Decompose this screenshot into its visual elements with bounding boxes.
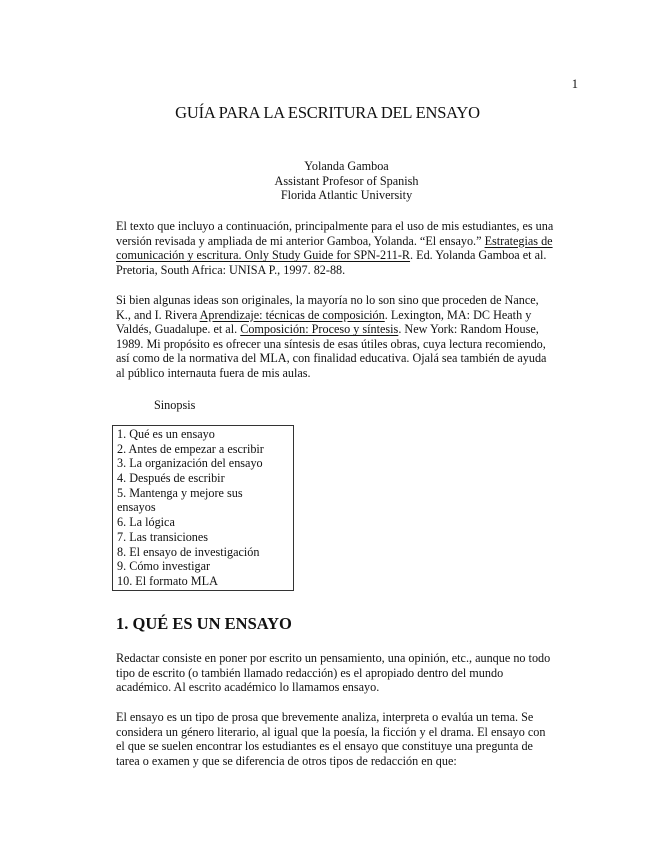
body-line: el que se suelen encontrar los estudiantes es el ensayo que constituye una pregunta de — [116, 739, 533, 754]
author-position: Assistant Profesor of Spanish — [274, 173, 419, 188]
author-name: Yolanda Gamboa — [304, 159, 389, 173]
body-line: considera un género literario, al igual que la poesía, la ficción y el drama. El ensayo con — [116, 724, 546, 739]
body-line: Redactar consiste en poner por escrito un pensamiento, una opinión, etc., aunque no todo — [116, 651, 551, 665]
toc-item: ensayos — [117, 500, 156, 515]
intro-text: . Ed. Yolanda Gamboa et al. — [410, 248, 547, 263]
author-institution: Florida Atlantic University — [280, 188, 413, 203]
sources-text: . New York: Random House, — [398, 322, 539, 337]
toc-item: 8. El ensayo de investigación — [117, 544, 260, 559]
sources-text: así como de la normativa del MLA, con finalidad educativa. Ojalá sea también de ayuda — [116, 351, 547, 366]
section-heading: 1. QUÉ ES UN ENSAYO — [116, 614, 292, 633]
toc-item: 2. Antes de empezar a escribir — [117, 441, 264, 456]
sources-line — [116, 351, 556, 366]
synopsis-label: Sinopsis — [154, 398, 196, 412]
intro-line — [116, 263, 556, 278]
sources-text: al público internauta fuera de mis aulas. — [116, 365, 311, 380]
toc-item: 5. Mantenga y mejore sus — [117, 485, 243, 500]
author-block — [0, 159, 655, 203]
toc-item: 6. La lógica — [117, 515, 175, 530]
source-title-composicion: Composición: Proceso y síntesis — [240, 322, 399, 337]
intro-line — [116, 248, 556, 263]
sources-line — [116, 293, 556, 308]
sources-text: K., and I. Rivera — [116, 307, 200, 322]
document-title: GUÍA PARA LA ESCRITURA DEL ENSAYO — [175, 103, 480, 122]
toc-item: 7. Las transiciones — [117, 529, 209, 544]
sources-line — [116, 322, 556, 337]
page-number: 1 — [571, 77, 578, 91]
body-line: tarea o examen y que se diferencia de otros tipos de redacción en que: — [116, 753, 457, 768]
intro-text: Pretoria, South Africa: UNISA P., 1997. 82-88. — [116, 262, 346, 277]
intro-text: versión revisada y ampliada de mi anterior Gamboa, Yolanda. “El ensayo.” — [116, 233, 485, 248]
intro-line — [116, 219, 556, 234]
sources-line — [116, 337, 556, 352]
sources-line — [116, 366, 556, 381]
toc-item: 3. La organización del ensayo — [117, 456, 263, 471]
synopsis-table-of-contents — [112, 425, 294, 591]
intro-paragraph — [116, 219, 556, 277]
sources-line — [116, 308, 556, 323]
toc-item: 9. Cómo investigar — [117, 559, 211, 574]
body-line: académico. Al escrito académico lo llamamos ensayo. — [116, 680, 380, 695]
body-line: tipo de escrito (o también llamado redacción) es el apropiado dentro del mundo — [116, 665, 504, 680]
sources-text: Valdés, Guadalupe. et al. — [116, 322, 241, 337]
intro-text: El texto que incluyo a continuación, principalmente para el uso de mis estudiantes, es una — [116, 219, 554, 233]
toc-item: 1. Qué es un ensayo — [117, 427, 215, 441]
source-title-strategies: Estrategias de — [484, 233, 553, 248]
sources-text: Si bien algunas ideas son originales, la mayoría no lo son sino que proceden de Nance, — [116, 293, 539, 307]
source-title-strategies-cont: comunicación y escritura. Only Study Guide for SPN-211-R — [116, 248, 411, 263]
section-paragraph-2 — [116, 710, 556, 768]
sources-paragraph — [116, 293, 556, 381]
toc-item: 4. Después de escribir — [117, 471, 225, 486]
source-title-aprendizaje: Aprendizaje: técnicas de composición — [199, 307, 385, 322]
toc-item: 10. El formato MLA — [117, 573, 218, 588]
body-line: El ensayo es un tipo de prosa que brevemente analiza, interpreta o evalúa un tema. Se — [116, 710, 534, 724]
section-paragraph-1 — [116, 651, 556, 695]
intro-line — [116, 234, 556, 249]
sources-text: 1989. Mi propósito es ofrecer una síntesis de esas útiles obras, cuya lectura recomiendo, — [116, 336, 546, 351]
sources-text: . Lexington, MA: DC Heath y — [384, 307, 532, 322]
